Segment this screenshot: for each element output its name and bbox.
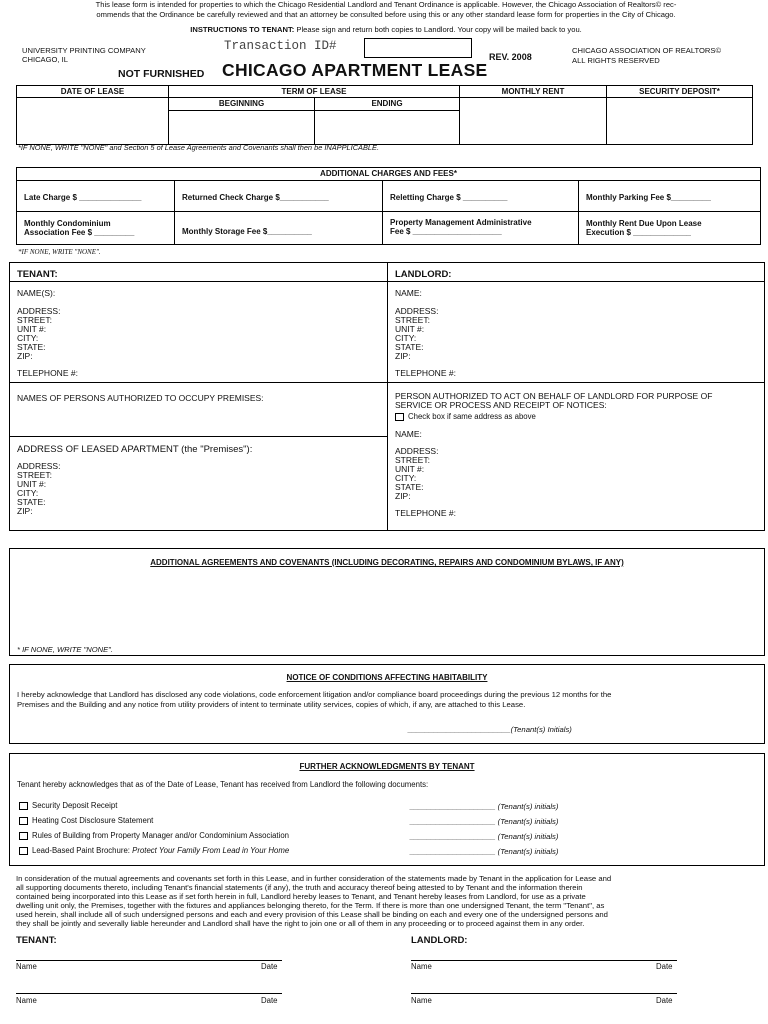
- premises-zip-label: ZIP:: [17, 506, 33, 516]
- ending-field[interactable]: [314, 110, 460, 145]
- ack-initials-rules[interactable]: ____________________ (Tenant(s) initials): [410, 832, 559, 841]
- pm-fee-field[interactable]: [382, 211, 579, 245]
- habitability-initials[interactable]: ________________________(Tenant(s) Initials): [408, 725, 572, 734]
- agent-zip-label: ZIP:: [395, 491, 411, 501]
- premises-state-label: STATE:: [17, 497, 46, 507]
- ack-item: [19, 846, 289, 855]
- same-address-label: Check box if same address as above: [408, 412, 536, 421]
- agent-line-2: SERVICE OR PROCESS AND RECEIPT OF NOTICES:: [395, 400, 607, 410]
- intro-line-1: This lease form is intended for properties to which the Chicago Residential Landlord and Tenant Ordinance is applicable. However, the Chicago Association of Realtors© rec-: [95, 0, 677, 9]
- agent-city-label: CITY:: [395, 473, 417, 483]
- condo-fee-line-1: Monthly Condominium: [24, 219, 111, 228]
- landlord-heading: LANDLORD:: [395, 269, 452, 280]
- agent-name-label: NAME:: [395, 429, 422, 439]
- agent-street-label: STREET:: [395, 455, 430, 465]
- beginning-header: BEGINNING: [168, 97, 315, 111]
- premises-city-label: CITY:: [17, 488, 39, 498]
- same-address-checkbox[interactable]: [395, 413, 404, 421]
- returned-check-field[interactable]: Returned Check Charge $___________: [174, 180, 383, 212]
- instructions-text: Please sign and return both copies to Landlord. Your copy will be mailed back to you.: [296, 25, 582, 34]
- association-info: [572, 46, 721, 66]
- habitability-line-1: I hereby acknowledge that Landlord has disclosed any code violations, code enforcement litigation and/or compliance board proceedings during the previous 12 months for the: [17, 690, 612, 699]
- tenant-date-label-2: Date: [261, 996, 278, 1005]
- landlord-signature-line-2[interactable]: [411, 993, 677, 994]
- premises-address-label: ADDRESS:: [17, 461, 61, 471]
- agent-state-label: STATE:: [395, 482, 424, 492]
- date-of-lease-field[interactable]: [16, 97, 169, 145]
- security-deposit-field[interactable]: [606, 97, 753, 145]
- landlord-telephone-label: TELEPHONE #:: [395, 368, 456, 378]
- transaction-id-field[interactable]: [364, 38, 472, 58]
- ack-checkbox-deposit[interactable]: [19, 802, 28, 810]
- agent-block[interactable]: [395, 392, 712, 518]
- landlord-unit-label: UNIT #:: [395, 324, 425, 334]
- ack-label-deposit: Security Deposit Receipt: [32, 801, 118, 810]
- intro-text: [16, 0, 756, 35]
- ack-checkbox-heating[interactable]: [19, 817, 28, 825]
- ack-label-heating: Heating Cost Disclosure Statement: [32, 816, 154, 825]
- ack-checkbox-rules[interactable]: [19, 832, 28, 840]
- late-charge-field[interactable]: Late Charge $ ______________: [16, 180, 175, 212]
- landlord-date-label-1: Date: [656, 962, 673, 971]
- tenant-block[interactable]: [17, 289, 78, 378]
- storage-fee-field[interactable]: Monthly Storage Fee $__________: [174, 211, 383, 245]
- tenant-unit-label: UNIT #:: [17, 324, 47, 334]
- ack-item: [19, 801, 117, 810]
- tenant-name-label-2: Name: [16, 996, 37, 1005]
- rent-due-line-2: Execution $ _____________: [586, 228, 691, 237]
- tenant-date-label-1: Date: [261, 962, 278, 971]
- printer-name: UNIVERSITY PRINTING COMPANY: [22, 46, 146, 55]
- landlord-zip-label: ZIP:: [395, 351, 411, 361]
- landlord-signature-line-1[interactable]: [411, 960, 677, 961]
- tenant-signature-heading: TENANT:: [16, 935, 57, 946]
- habitability-box: [9, 664, 765, 744]
- revision: REV. 2008: [489, 52, 532, 62]
- landlord-date-label-2: Date: [656, 996, 673, 1005]
- date-of-lease-header: DATE OF LEASE: [16, 85, 169, 98]
- premises-street-label: STREET:: [17, 470, 52, 480]
- tenant-name-label-1: Name: [16, 962, 37, 971]
- row-rule-2: [10, 436, 388, 437]
- tenant-signature-line-2[interactable]: [16, 993, 282, 994]
- tenant-telephone-label: TELEPHONE #:: [17, 368, 78, 378]
- tenant-signature-line-1[interactable]: [16, 960, 282, 961]
- ack-initials-heating[interactable]: ____________________ (Tenant(s) initials): [410, 817, 559, 826]
- ack-checkbox-lead[interactable]: [19, 847, 28, 855]
- reletting-charge-field[interactable]: Reletting Charge $ __________: [382, 180, 579, 212]
- ending-header: ENDING: [314, 97, 460, 111]
- tenant-heading-rule: [10, 281, 764, 282]
- tenant-zip-label: ZIP:: [17, 351, 33, 361]
- row-rule-1: [10, 382, 764, 383]
- landlord-name-label: NAME:: [395, 288, 422, 298]
- association-name: CHICAGO ASSOCIATION OF REALTORS©: [572, 46, 722, 55]
- transaction-label: Transaction ID#: [224, 39, 337, 53]
- covenants-title: ADDITIONAL AGREEMENTS AND COVENANTS (INCLUDING DECORATING, REPAIRS AND CONDOMINIUM BYLAWS, IF ANY): [150, 558, 624, 567]
- agent-line-1: PERSON AUTHORIZED TO ACT ON BEHALF OF LANDLORD FOR PURPOSE OF: [395, 391, 713, 401]
- occupants-label[interactable]: NAMES OF PERSONS AUTHORIZED TO OCCUPY PREMISES:: [17, 393, 264, 403]
- covenants-footnote: * IF NONE, WRITE "NONE".: [17, 645, 113, 654]
- consideration-line-3: contained being incorporated into this Lease as if set forth herein in full, Landlord hereby leases to Tenant, and Tenant hereby leases from Landlord, for use as a private: [16, 892, 586, 901]
- charges-title: ADDITIONAL CHARGES AND FEES*: [16, 167, 761, 181]
- printer-city: CHICAGO, IL: [22, 55, 68, 64]
- tenant-state-label: STATE:: [17, 342, 46, 352]
- ack-item: [19, 816, 153, 825]
- charges-footnote: *IF NONE, WRITE "NONE".: [18, 248, 101, 256]
- tenant-street-label: STREET:: [17, 315, 52, 325]
- intro-line-2: ommends that the Ordinance be carefully reviewed and that an attorney be consulted before using this or any other standard lease form for properties in the City of Chicago.: [96, 10, 676, 19]
- term-of-lease-header: TERM OF LEASE: [168, 85, 460, 98]
- association-rights: ALL RIGHTS RESERVED: [572, 56, 660, 65]
- premises-label: ADDRESS OF LEASED APARTMENT (the "Premises"):: [17, 444, 253, 455]
- ack-initials-lead[interactable]: ____________________ (Tenant(s) initials): [410, 847, 559, 856]
- parties-table: [9, 262, 765, 531]
- habitability-text: [17, 690, 611, 709]
- landlord-city-label: CITY:: [395, 333, 417, 343]
- consideration-text: [16, 874, 758, 928]
- parking-fee-field[interactable]: Monthly Parking Fee $_________: [578, 180, 761, 212]
- landlord-name-label-2: Name: [411, 996, 432, 1005]
- landlord-state-label: STATE:: [395, 342, 424, 352]
- monthly-rent-field[interactable]: [459, 97, 607, 145]
- acknowledgments-box: [9, 753, 765, 866]
- pm-fee-line-2: Fee $ ____________________: [390, 227, 502, 236]
- instructions-label: INSTRUCTIONS TO TENANT:: [190, 25, 295, 34]
- printer-info: [22, 46, 146, 64]
- consideration-line-6: they shall be jointly and severally liable hereunder and Landlord shall have the right to join one or all of them in any proceeding or to proceed against them in any order.: [16, 919, 585, 928]
- security-deposit-header: SECURITY DEPOSIT*: [606, 85, 753, 98]
- agent-address-label: ADDRESS:: [395, 446, 439, 456]
- agent-telephone-label: TELEPHONE #:: [395, 508, 456, 518]
- condo-fee-field[interactable]: [16, 211, 175, 245]
- tenant-address-label: ADDRESS:: [17, 306, 61, 316]
- ack-label-lead-brochure: Protect Your Family From Lead in Your Home: [132, 846, 290, 855]
- rent-due-line-1: Monthly Rent Due Upon Lease: [586, 219, 702, 228]
- landlord-name-label-1: Name: [411, 962, 432, 971]
- habitability-line-2: Premises and the Building and any notice from utility providers of intent to terminate utility services, copies of which, if any, are attached to this Lease.: [17, 699, 526, 709]
- page-title: CHICAGO APARTMENT LEASE: [222, 60, 488, 80]
- ack-initials-deposit[interactable]: ____________________ (Tenant(s) initials): [410, 802, 559, 811]
- lease-terms-table: [16, 85, 753, 145]
- habitability-title: NOTICE OF CONDITIONS AFFECTING HABITABILITY: [286, 673, 488, 682]
- same-address-row[interactable]: [395, 412, 712, 421]
- covenants-box[interactable]: [9, 548, 765, 656]
- tenant-city-label: CITY:: [17, 333, 39, 343]
- consideration-line-1: In consideration of the mutual agreements and covenants set forth in this Lease, and in further consideration of the statements made by Tenant in the application for Lease and: [16, 874, 612, 883]
- premises-unit-label: UNIT #:: [17, 479, 47, 489]
- pm-fee-line-1: Property Management Administrative: [390, 218, 532, 227]
- tenant-names-label: NAME(S):: [17, 288, 56, 298]
- ack-label-rules: Rules of Building from Property Manager and/or Condominium Association: [32, 831, 289, 840]
- ack-label-lead: Lead-Based Paint Brochure:: [32, 846, 130, 855]
- consideration-line-2: all supporting documents thereto, including Tenant's financial statements (if any), the truth and accuracy thereof being attested to by Tenant and the information therein: [16, 883, 583, 892]
- consideration-line-5: used herein, shall include all of such undersigned persons and each and every provision of this Lease shall be binding on each and every one of the undersigned persons and: [16, 910, 608, 919]
- agent-unit-label: UNIT #:: [395, 464, 425, 474]
- acknowledgments-intro: Tenant hereby acknowledges that as of the Date of Lease, Tenant has received from Landlord the following documents:: [17, 780, 429, 789]
- monthly-rent-header: MONTHLY RENT: [459, 85, 607, 98]
- landlord-block[interactable]: [395, 289, 456, 378]
- condo-fee-line-2: Association Fee $ _________: [24, 228, 135, 237]
- landlord-signature-heading: LANDLORD:: [411, 935, 468, 946]
- landlord-street-label: STREET:: [395, 315, 430, 325]
- rent-due-field[interactable]: [578, 211, 761, 245]
- parties-divider: [387, 263, 388, 530]
- lease-table-footnote: *IF NONE, WRITE "NONE" and Section 5 of Lease Agreements and Covenants shall then be INAPPLICABLE.: [18, 143, 379, 152]
- landlord-address-label: ADDRESS:: [395, 306, 439, 316]
- beginning-field[interactable]: [168, 110, 315, 145]
- tenant-heading: TENANT:: [17, 269, 58, 280]
- charges-table: [16, 167, 761, 245]
- premises-block[interactable]: [17, 445, 252, 516]
- ack-item: [19, 831, 289, 840]
- not-furnished: NOT FURNISHED: [118, 68, 205, 80]
- acknowledgments-title: FURTHER ACKNOWLEDGMENTS BY TENANT: [299, 762, 475, 771]
- consideration-line-4: dwelling unit only, the Premises, together with the fixtures and appliances belonging thereto, for the Term. If there is more than one undersigned Tenant, the term "Tenant", as: [16, 901, 605, 910]
- instructions: [16, 25, 756, 35]
